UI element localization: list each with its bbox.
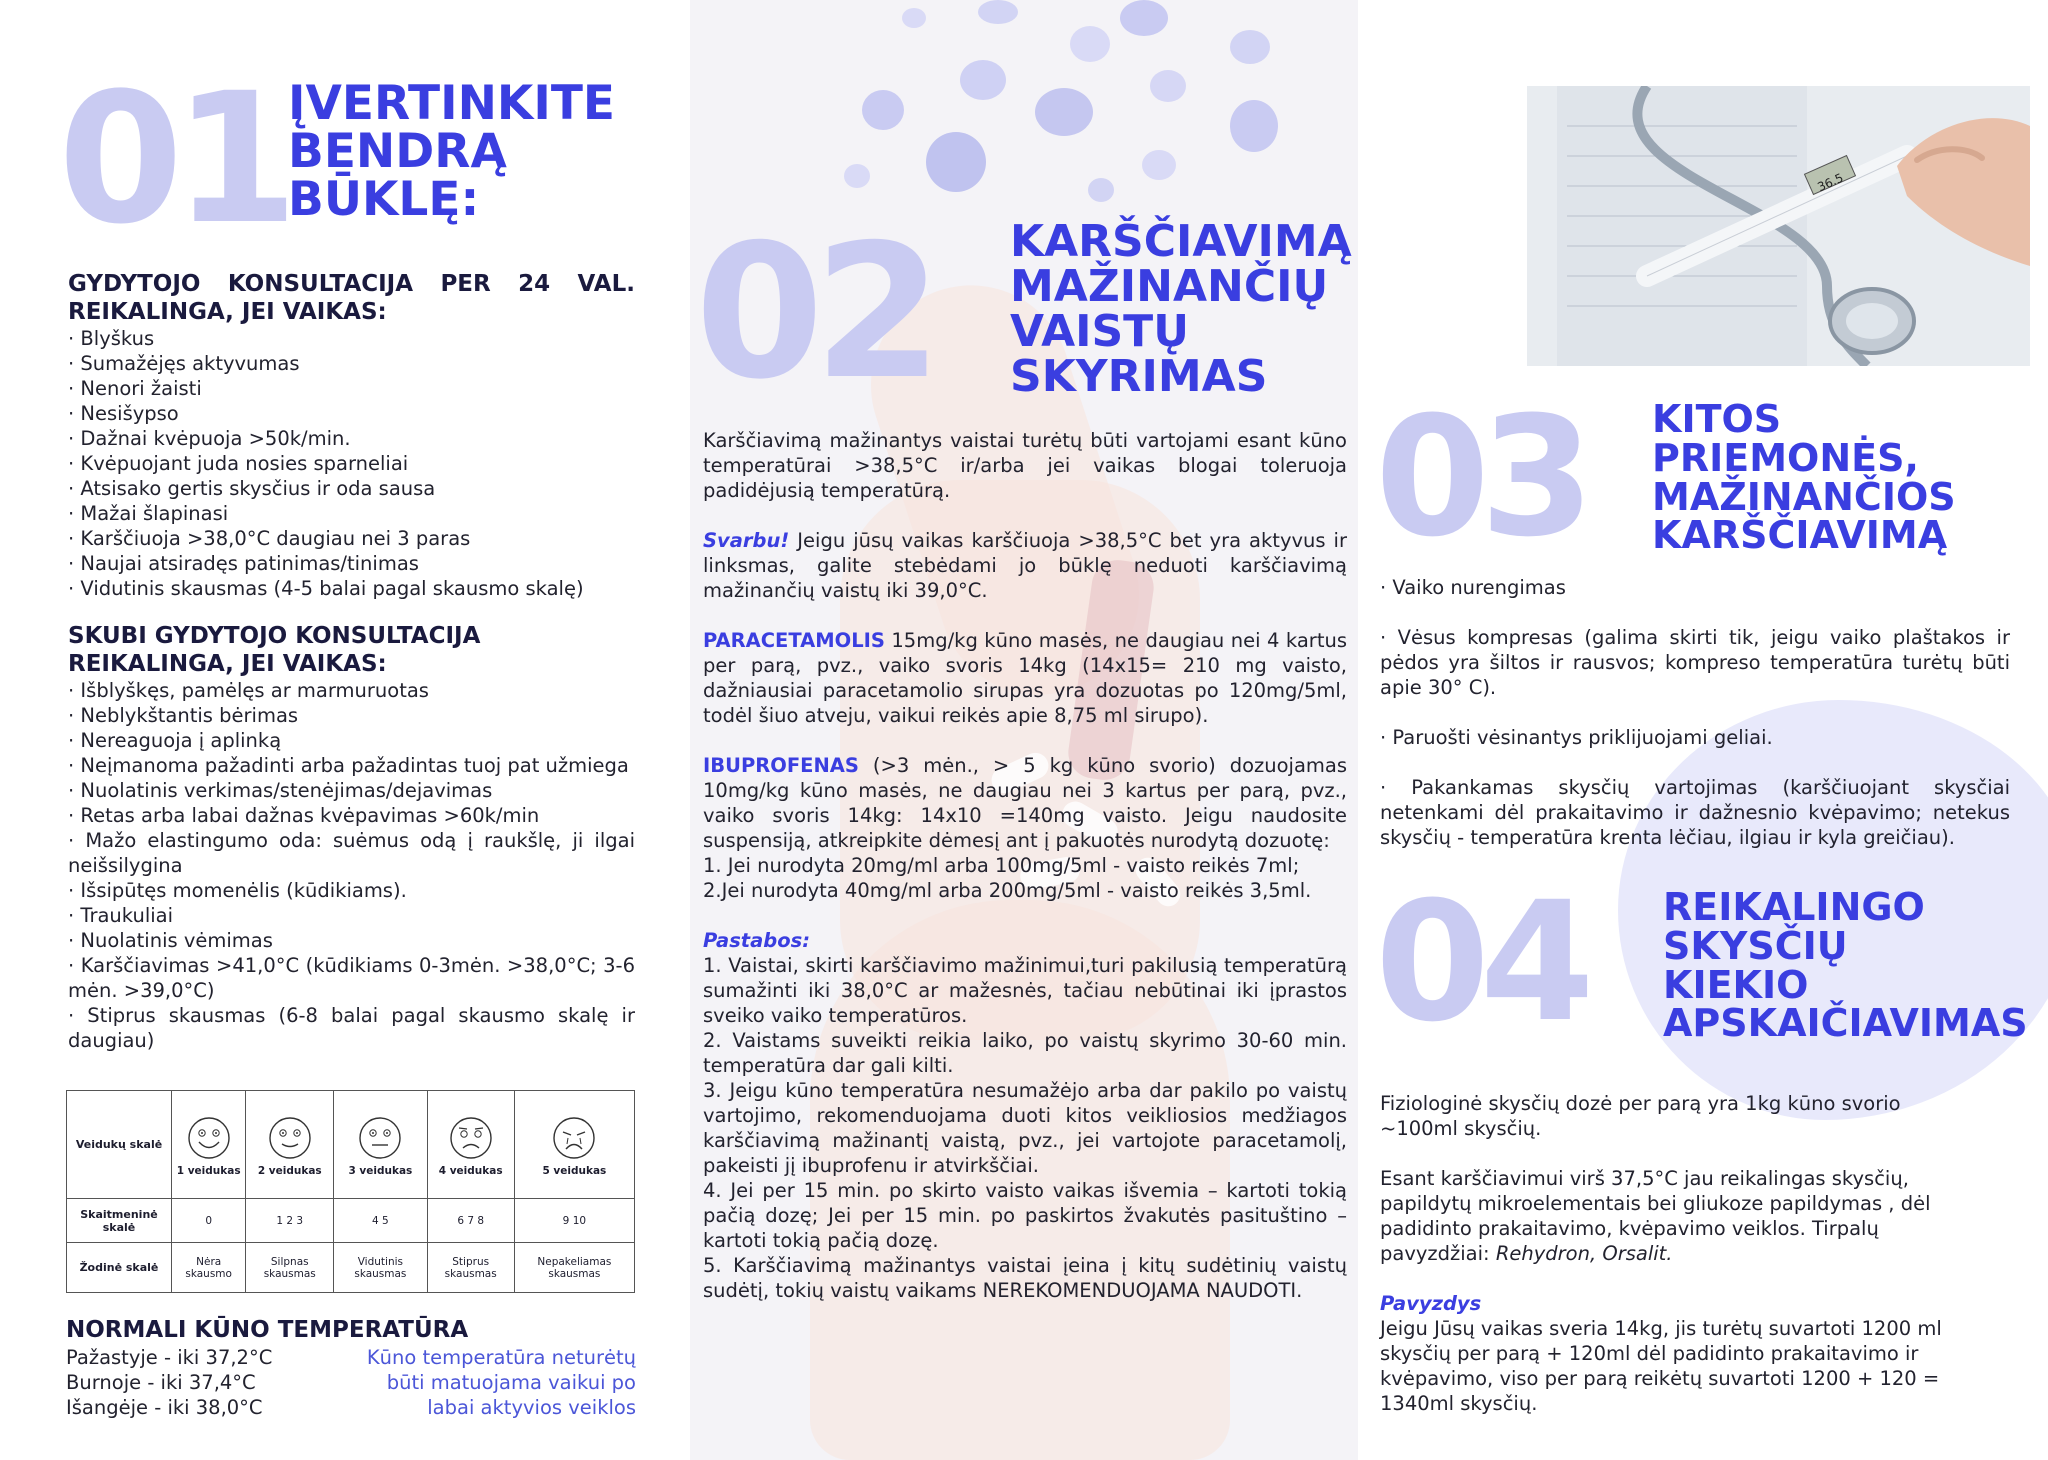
- notes-list: [703, 953, 1347, 1303]
- sad-face-icon: [448, 1115, 494, 1161]
- list-item: · Vėsus kompresas (galima skirti tik, jeigu vaiko plaštakos ir pėdos yra šiltos ir rausvos; kompreso temperatūra turėtų būti apie 30° C).: [1380, 626, 2010, 699]
- list-item: · Nenori žaisti: [68, 376, 635, 401]
- intro-paragraph: Karščiavimą mažinantys vaistai turėtų būti vartojami esant kūno temperatūrai >38,5°C ir/arba jei vaikas blogai toleruoja padidėjusią temperatūrą.: [703, 429, 1347, 502]
- crying-face-icon: [551, 1115, 597, 1161]
- list-item: · Nuolatinis vėmimas: [68, 928, 635, 953]
- other-measures-list: [1380, 575, 2010, 850]
- list-item: · Išblyškęs, pamėlęs ar marmuruotas: [68, 678, 635, 703]
- fluid-calculation-text: [1380, 1091, 1980, 1416]
- pain-scale-table: [66, 1090, 635, 1293]
- table-cell: 6 7 8: [427, 1199, 514, 1243]
- pain-face-cell: 2 veidukas: [246, 1091, 334, 1199]
- consult-24h-list: [68, 326, 635, 601]
- pain-row-label-faces: Veidukų skalė: [67, 1091, 172, 1199]
- example-label: Pavyzdys: [1380, 1292, 1482, 1315]
- decor-bubble: [902, 8, 926, 28]
- decor-bubble: [926, 132, 986, 192]
- happy-face-icon: [186, 1115, 232, 1161]
- neutral-face-icon: [357, 1115, 403, 1161]
- list-item: 4. Jei per 15 min. po skirto vaisto vaikas išvemia – kartoti tokią pačią dozę; Jei per 15 min. po paskirtos žvakutės pasituštino – kartoti tokią pačią dozę.: [703, 1179, 1347, 1252]
- table-cell: Stiprus skausmas: [427, 1243, 514, 1293]
- thermometer-reading: 36.5: [1815, 170, 1846, 195]
- urgent-consult-list: [68, 678, 635, 1053]
- ibuprofen-dose-2: 2.Jei nurodyta 40mg/ml arba 200mg/5ml - vaisto reikės 3,5ml.: [703, 879, 1312, 902]
- fluid-dose-paragraph: Fiziologinė skysčių dozė per parą yra 1kg kūno svorio ~100ml skysčių.: [1380, 1092, 1901, 1140]
- normal-temp-list: [66, 1345, 336, 1420]
- list-item: · Vidutinis skausmas (4-5 balai pagal skausmo skalę): [68, 576, 635, 601]
- list-item: · Paruošti vėsinantys priklijuojami geliai.: [1380, 726, 1773, 749]
- list-item: 3. Jeigu kūno temperatūra nesumažėjo arba dar pakilo po vaistų vartojimo, rekomenduojama duoti kitos veikliosios medžiagos karščiavimą mažinantį vaistą, pvz., jei vartojote paracetamolį, pakeisti jį ibuprofenu ir atvirkščiai.: [703, 1079, 1347, 1177]
- table-row: [67, 1243, 635, 1293]
- example-paragraph: Jeigu Jūsų vaikas sveria 14kg, jis turėtų suvartoti 1200 ml skysčių per parą + 120ml dėl padidinto prakaitavimo ir kvėpavimo, viso per parą reikėtų suvartoti 1200 + 120 = 1340ml skysčių.: [1380, 1317, 1942, 1415]
- decor-bubble: [960, 60, 1006, 100]
- important-paragraph: Svarbu! Jeigu jūsų vaikas karščiuoja >38,5°C bet yra aktyvus ir linksmas, galite stebėdami jo būklę neduoti karščiavimą mažinančių vaistų iki 39,0°C.: [703, 529, 1347, 602]
- decor-bubble: [1088, 178, 1114, 202]
- table-cell: Silpnas skausmas: [246, 1243, 334, 1293]
- list-item: · Traukuliai: [68, 903, 635, 928]
- decor-bubble: [1035, 88, 1093, 136]
- section-number-01: 01: [58, 55, 289, 264]
- decor-bubble: [1150, 70, 1186, 102]
- decor-bubble: [978, 0, 1018, 24]
- list-item: Burnoje - iki 37,4°C: [66, 1371, 256, 1394]
- table-cell: 4 5: [334, 1199, 427, 1243]
- section-number-03: 03: [1375, 381, 1585, 573]
- decor-bubble: [1120, 0, 1168, 36]
- normal-temp-title: NORMALI KŪNO TEMPERATŪRA: [66, 1317, 469, 1343]
- section-heading-01: ĮVERTINKITE BENDRĄ BŪKLĘ:: [288, 76, 616, 227]
- medication-text: [703, 428, 1347, 1303]
- pain-face-cell: 4 veidukas: [427, 1091, 514, 1199]
- decor-bubble: [1070, 26, 1110, 62]
- ibuprofen-paragraph: IBUPROFENAS (>3 mėn., > 5 kg kūno svorio) dozuojamas 10mg/kg kūno masės, ne daugiau nei 3 kartus per parą, pvz., vaiko svoris 14kg: 14x10 =140mg vaisto. Jeigu naudosite suspensiją, atkreipkite dėmesį ant į pakuotės nurodytą dozuotę:: [703, 754, 1347, 852]
- consult-24h-block: [68, 270, 635, 601]
- list-item: Išangėje - iki 38,0°C: [66, 1396, 263, 1419]
- urgent-consult-title: SKUBI GYDYTOJO KONSULTACIJA REIKALINGA, JEI VAIKAS:: [68, 623, 481, 677]
- table-cell: 9 10: [514, 1199, 634, 1243]
- decor-bubble: [1142, 150, 1176, 180]
- list-item: Pažastyje - iki 37,2°C: [66, 1346, 273, 1369]
- pain-row-label-numeric: Skaitmeninė skalė: [67, 1199, 172, 1243]
- section-heading-03: KITOS PRIEMONĖS, MAŽINANČIOS KARŠČIAVIMĄ: [1652, 397, 1956, 558]
- normal-temp-note: Kūno temperatūra neturėtų būti matuojama vaikui po labai aktyvios veiklos: [366, 1346, 636, 1419]
- list-item: · Nesišypso: [68, 401, 635, 426]
- list-item: · Naujai atsiradęs patinimas/tinimas: [68, 551, 635, 576]
- list-item: 5. Karščiavimą mažinantys vaistai įeina į kitų sudėtinių vaistų sudėtį, tokių vaistų vaikams NEREKOMENDUOJAMA NAUDOTI.: [703, 1254, 1347, 1302]
- decor-bubble: [1230, 100, 1278, 152]
- slight-smile-face-icon: [267, 1115, 313, 1161]
- section-heading-04: REIKALINGO SKYSČIŲ KIEKIO APSKAIČIAVIMAS: [1663, 885, 2028, 1046]
- pain-face-cell: 5 veidukas: [514, 1091, 634, 1199]
- table-row: [67, 1199, 635, 1243]
- list-item: · Neįmanoma pažadinti arba pažadintas tuoj pat užmiega: [68, 753, 635, 778]
- section-number-02: 02: [695, 204, 933, 420]
- ibuprofen-dose-1: 1. Jei nurodyta 20mg/ml arba 100mg/5ml - vaisto reikės 7ml;: [703, 854, 1300, 877]
- section-heading-02: KARŠČIAVIMĄ MAŽINANČIŲ VAISTŲ SKYRIMAS: [1010, 216, 1352, 402]
- list-item: · Blyškus: [68, 326, 635, 351]
- notes-label: Pastabos:: [703, 929, 811, 952]
- table-cell: 1 2 3: [246, 1199, 334, 1243]
- list-item: · Mažo elastingumo oda: suėmus odą į raukšlę, ji ilgai neišsilygina: [68, 828, 635, 878]
- table-cell: Nėra skausmo: [172, 1243, 246, 1293]
- list-item: · Vaiko nurengimas: [1380, 576, 1566, 599]
- list-item: · Karščiavimas >41,0°C (kūdikiams 0-3mėn. >38,0°C; 3-6 mėn. >39,0°C): [68, 953, 635, 1003]
- decor-bubble: [862, 90, 904, 130]
- list-item: · Retas arba labai dažnas kvėpavimas >60k/min: [68, 803, 635, 828]
- list-item: 2. Vaistams suveikti reikia laiko, po vaistų skyrimo 30-60 min. temperatūra dar gali kilti.: [703, 1029, 1347, 1077]
- table-row: [67, 1091, 635, 1199]
- decor-bubble: [844, 164, 870, 188]
- table-cell: 0: [172, 1199, 246, 1243]
- table-cell: Nepakeliamas skausmas: [514, 1243, 634, 1293]
- thermometer-photo: [1527, 86, 2030, 366]
- urgent-consult-block: [68, 622, 635, 1053]
- list-item: · Dažnai kvėpuoja >50k/min.: [68, 426, 635, 451]
- consult-24h-title: GYDYTOJO KONSULTACIJA PER 24 VAL. REIKALINGA, JEI VAIKAS:: [68, 271, 635, 325]
- list-item: · Mažai šlapinasi: [68, 501, 635, 526]
- pain-row-label-verbal: Žodinė skalė: [67, 1243, 172, 1293]
- list-item: · Nuolatinis verkimas/stenėjimas/dejavimas: [68, 778, 635, 803]
- paracetamol-paragraph: PARACETAMOLIS 15mg/kg kūno masės, ne daugiau nei 4 kartus per parą, pvz., vaiko svoris 14kg (14x15= 210 mg vaisto, dažniausiai paracetamolio sirupas yra dozuotas po 120mg/5ml, todėl šiuo atveju, vaikui reikės apie 8,75 ml sirupo).: [703, 629, 1347, 727]
- list-item: 1. Vaistai, skirti karščiavimo mažinimui,turi pakilusią temperatūrą sumažinti iki 38,0°C ar mažesnės, tačiau nebūtinai iki įprastos sveiko vaiko temperatūros.: [703, 954, 1347, 1027]
- list-item: · Pakankamas skysčių vartojimas (karščiuojant skysčiai netenkami dėl prakaitavimo ir dažnesnio kvėpavimo; netekus skysčių - temperatūra krenta lėčiau, ilgiau ir kyla greičiau).: [1380, 776, 2011, 849]
- pain-face-cell: 3 veidukas: [334, 1091, 427, 1199]
- decor-bubble: [1230, 30, 1270, 64]
- list-item: · Sumažėjęs aktyvumas: [68, 351, 635, 376]
- thermometer-photo-illustration: [1527, 86, 2030, 366]
- section-number-04: 04: [1375, 866, 1585, 1058]
- list-item: · Kvėpuojant juda nosies sparneliai: [68, 451, 635, 476]
- table-cell: Vidutinis skausmas: [334, 1243, 427, 1293]
- list-item: · Stiprus skausmas (6-8 balai pagal skausmo skalę ir daugiau): [68, 1003, 635, 1053]
- list-item: · Atsisako gertis skysčius ir oda sausa: [68, 476, 635, 501]
- list-item: · Karščiuoja >38,0°C daugiau nei 3 paras: [68, 526, 635, 551]
- list-item: · Neblykštantis bėrimas: [68, 703, 635, 728]
- list-item: · Išsipūtęs momenėlis (kūdikiams).: [68, 878, 635, 903]
- list-item: · Nereaguoja į aplinką: [68, 728, 635, 753]
- pain-face-cell: 1 veidukas: [172, 1091, 246, 1199]
- fluid-fever-paragraph: Esant karščiavimui virš 37,5°C jau reikalingas skysčių, papildytų mikroelementais bei gliukoze papildymas , dėl padidinto prakaitavimo, kvėpavimo veiklos. Tirpalų pavyzdžiai: Rehydron, Orsalit.: [1380, 1167, 1931, 1265]
